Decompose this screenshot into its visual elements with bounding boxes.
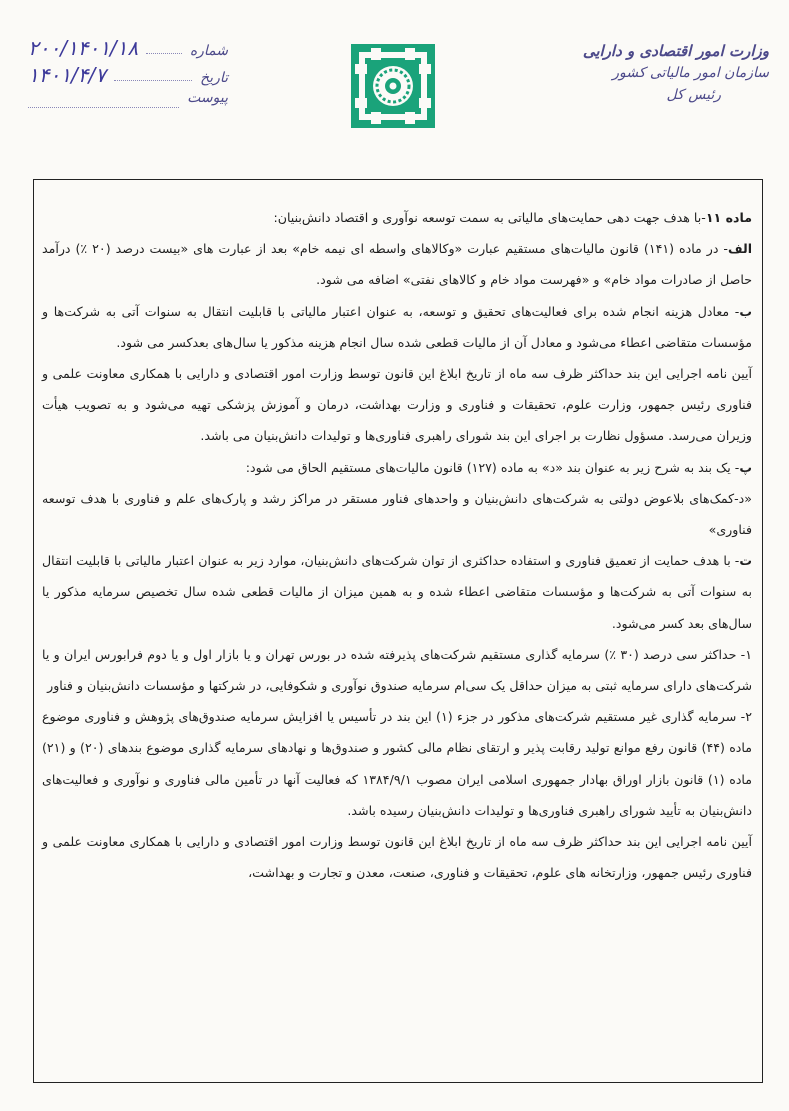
clause-be xyxy=(42,296,752,358)
document-body-frame xyxy=(33,179,763,1083)
signatory-title: رئیس کل xyxy=(666,86,721,103)
number-row xyxy=(28,36,228,63)
number-label: شماره xyxy=(189,43,228,59)
letter-meta xyxy=(28,36,228,117)
watermark-stamp: ​ xyxy=(427,662,443,683)
letter-number: ۲۰۰/۱۴۰۱/۱۸ xyxy=(28,36,139,60)
clause-pe-text: - یک بند به شرح زیر به عنوان بند «د» به ماده (۱۲۷) قانون مالیات‌های مستقیم الحاق می شود: xyxy=(245,459,740,475)
list-item-2: ۲- سرمایه گذاری غیر مستقیم شرکت‌های مذکور در جزء (۱) این بند در تأسیس یا افزایش سرمایه صندوق‌های پژوهش و فناوری موضوع ماده (۴۴) قانون رفع موانع تولید رقابت پذیر و ارتقای نظام مالی کشور و صندوق‌ها و نهادهای سرمایه گذاری موضوع بندهای (۲۰) و (۲۱) ماده (۱) قانون بازار اوراق بهادار جمهوری اسلامی ایران مصوب ۱۳۸۴/۹/۱ که فعالیت آنها در تأمین مالی فناوری و نوآوری و فعالیت‌های دانش‌بنیان به تأیید شورای راهبری فناوری‌ها و تولیدات دانش‌بنیان رسیده باشد. xyxy=(42,709,753,818)
date-label: تاریخ xyxy=(200,70,228,86)
document-text xyxy=(42,202,752,888)
article-intro: -با هدف جهت دهی حمایت‌های مالیاتی به سمت توسعه نوآوری و اقتصاد دانش‌بنیان: xyxy=(273,210,706,225)
ministry-name: وزارت امور اقتصادی و دارایی xyxy=(582,42,769,60)
tax-organization-emblem-icon xyxy=(347,40,439,132)
clause-te xyxy=(42,545,752,639)
clause-alef xyxy=(42,233,752,295)
clause-alef-label: الف xyxy=(727,241,753,257)
article-heading xyxy=(42,202,752,233)
list-item-1: ۱- حداکثر سی درصد (۳۰ ٪) سرمایه گذاری مستقیم شرکت‌های پذیرفته شده در بورس تهران و یا بازار اول و یا دوم فرابورس ایران و یا شرکت‌های دارای سرمایه ثبتی به میزان حداقل یک سی‌ام سرمایه صندوق نوآوری و شکوفایی، در شرکتها و مؤسسات دانش‌بنیان و فناور xyxy=(42,646,752,694)
date-row xyxy=(28,63,228,90)
clause-be-label: ب xyxy=(739,303,752,319)
clause-te-label: ت xyxy=(739,553,752,569)
clause-dal-quote: «د-کمک‌های بلاعوض دولتی به شرکت‌های دانش‌بنیان و واحدهای فناور مستقر در مراکز رشد و پارک‌های علم و فناوری با هدف توسعه فناوری» xyxy=(42,490,752,538)
clause-be-text: - معادل هزینه انجام شده برای فعالیت‌های تحقیق و توسعه، به عنوان اعتبار مالیاتی با قابلیت انتقال به سنوات آتی به شرکت‌ها و مؤسسات متقاضی اعطاء می‌شود و معادل آن از مالیات قطعی شده سال انجام هزینه مذکور یا سال‌های بعدکسر می شود. xyxy=(42,303,752,350)
attachment-label: پیوست xyxy=(187,90,228,106)
dotted-line xyxy=(146,53,182,54)
organization-name: سازمان امور مالیاتی کشور xyxy=(612,65,769,82)
article-title: ماده ۱۱ xyxy=(705,210,752,225)
letter-date: ۱۴۰۱/۴/۷ xyxy=(28,63,106,87)
bylaw-paragraph-1: آیین نامه اجرایی این بند حداکثر ظرف سه ماه از تاریخ ابلاغ این قانون توسط وزارت امور اقتصادی و دارایی با همکاری معاونت علمی و فناوری رئیس جمهور، وزارت علوم، تحقیقات و فناوری و وزارت بهداشت، درمان و آموزش پزشکی تهیه می‌شود و به تصویب هیأت وزیران می‌رسد. مسؤول نظارت بر اجرای این بند شورای راهبری فناوری‌ها و تولیدات دانش‌بنیان می باشد. xyxy=(42,366,752,444)
dotted-line xyxy=(28,107,179,108)
clause-pe-label: پ xyxy=(739,459,752,475)
organization-header xyxy=(579,40,769,107)
clause-te-text: - با هدف حمایت از تعمیق فناوری و استفاده حداکثری از توان شرکت‌های دانش‌بنیان، موارد زیر به عنوان اعتبار مالیاتی با قابلیت انتقال به سنوات آتی به شرکت‌ها و مؤسسات متقاضی اعطاء شده و به همین میزان از مالیات قطعی شده سال تخصیص سرمایه مذکور یا سال‌های بعد کسر می‌شود. xyxy=(42,553,752,631)
dotted-line xyxy=(114,80,192,81)
clause-pe xyxy=(42,452,752,483)
bylaw-paragraph-2: آیین نامه اجرایی این بند حداکثر ظرف سه ماه از تاریخ ابلاغ این قانون توسط وزارت امور اقتصادی و دارایی با همکاری معاونت علمی و فناوری رئیس جمهور، وزارتخانه های علوم، تحقیقات و فناوری، صنعت، معدن و تجارت و بهداشت، xyxy=(42,834,752,881)
clause-alef-text: - در ماده (۱۴۱) قانون مالیات‌های مستقیم عبارت «وکالاهای واسطه ای نیمه خام» بعد از عبارت های «بیست درصد (۲۰ ٪) درآمد حاصل از صادرات مواد خام» و «فهرست مواد خام و کالاهای نفتی» اضافه می شود. xyxy=(42,241,752,288)
attachment-row xyxy=(28,90,228,117)
